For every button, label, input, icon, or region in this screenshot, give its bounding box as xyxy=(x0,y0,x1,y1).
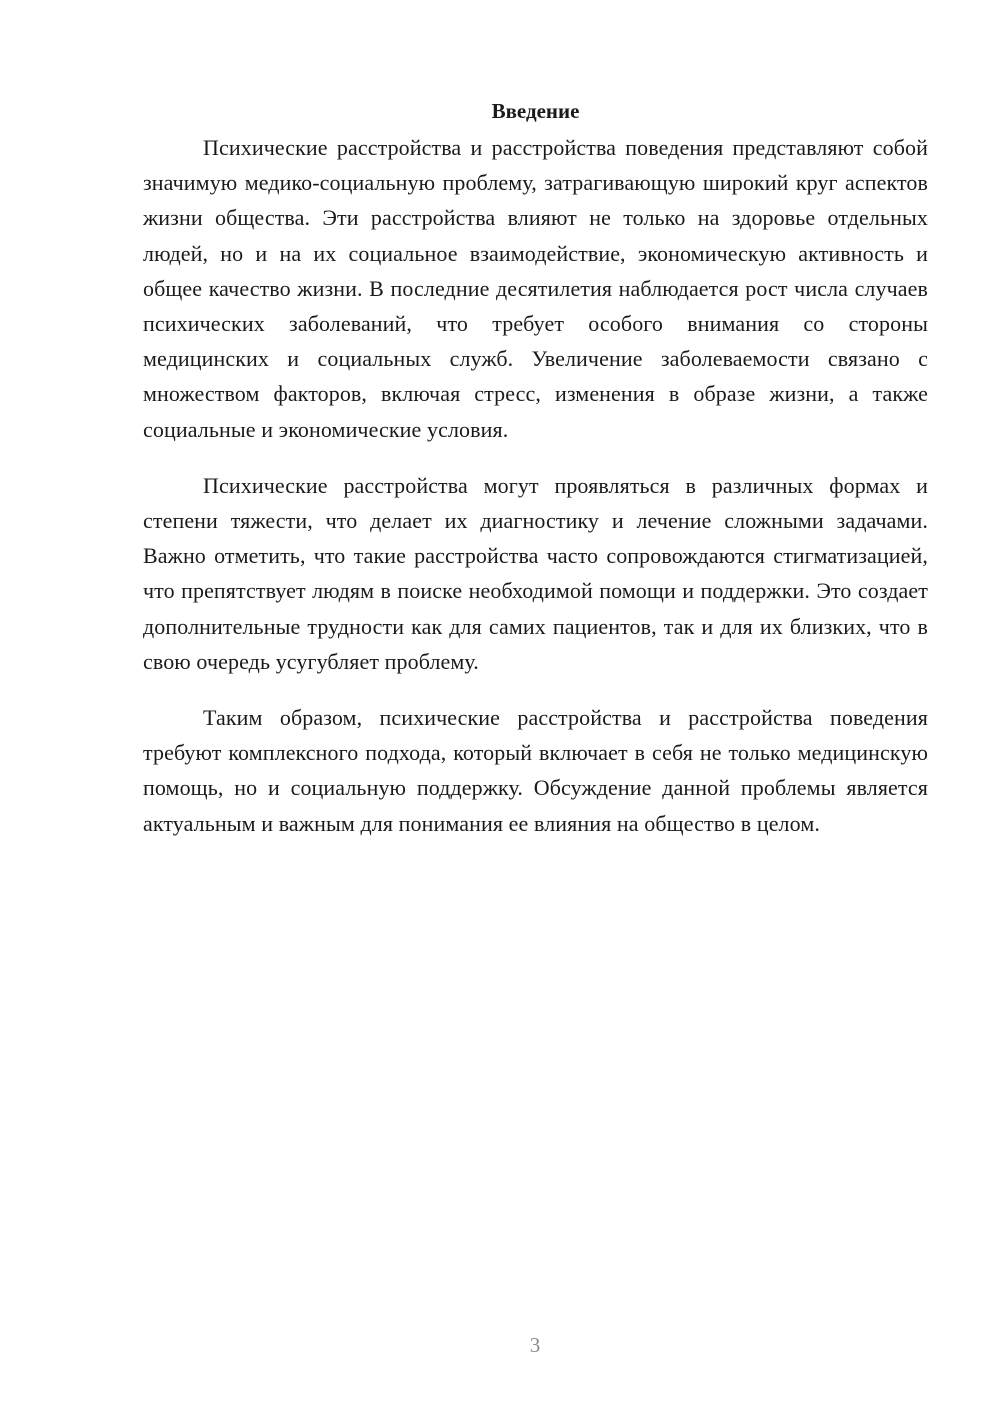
paragraph-3: Таким образом, психические расстройства и расстройства поведения требуют комплексного подхода, который включает в себя не только медицинскую помощь, но и социальную поддержку. Обсуждение данной проблемы является актуальным и важным для понимания ее влияния на общество в целом. xyxy=(143,705,928,836)
page-number: 3 xyxy=(529,1333,541,1357)
paragraph-1: Психические расстройства и расстройства поведения представляют собой значимую медико-социальную проблему, затрагивающую широкий круг аспектов жизни общества. Эти расстройства влияют не только на здоровье отдельных людей, но и на их социальное взаимодействие, экономическую активность и общее качество жизни. В последние десятилетия наблюдается рост числа случаев психических заболеваний, что требует особого внимания со стороны медицинских и социальных служб. Увеличение заболеваемости связано с множеством факторов, включая стресс, изменения в образе жизни, а также социальные и экономические условия. xyxy=(143,135,928,442)
section-title: Введение xyxy=(491,99,580,123)
page-content xyxy=(143,94,928,862)
paragraph-2: Психические расстройства могут проявляться в различных формах и степени тяжести, что делает их диагностику и лечение сложными задачами. Важно отметить, что такие расстройства часто сопровождаются стигматизацией, что препятствует людям в поиске необходимой помощи и поддержки. Это создает дополнительные трудности как для самих пациентов, так и для их близких, что в свою очередь усугубляет проблему. xyxy=(143,472,928,674)
